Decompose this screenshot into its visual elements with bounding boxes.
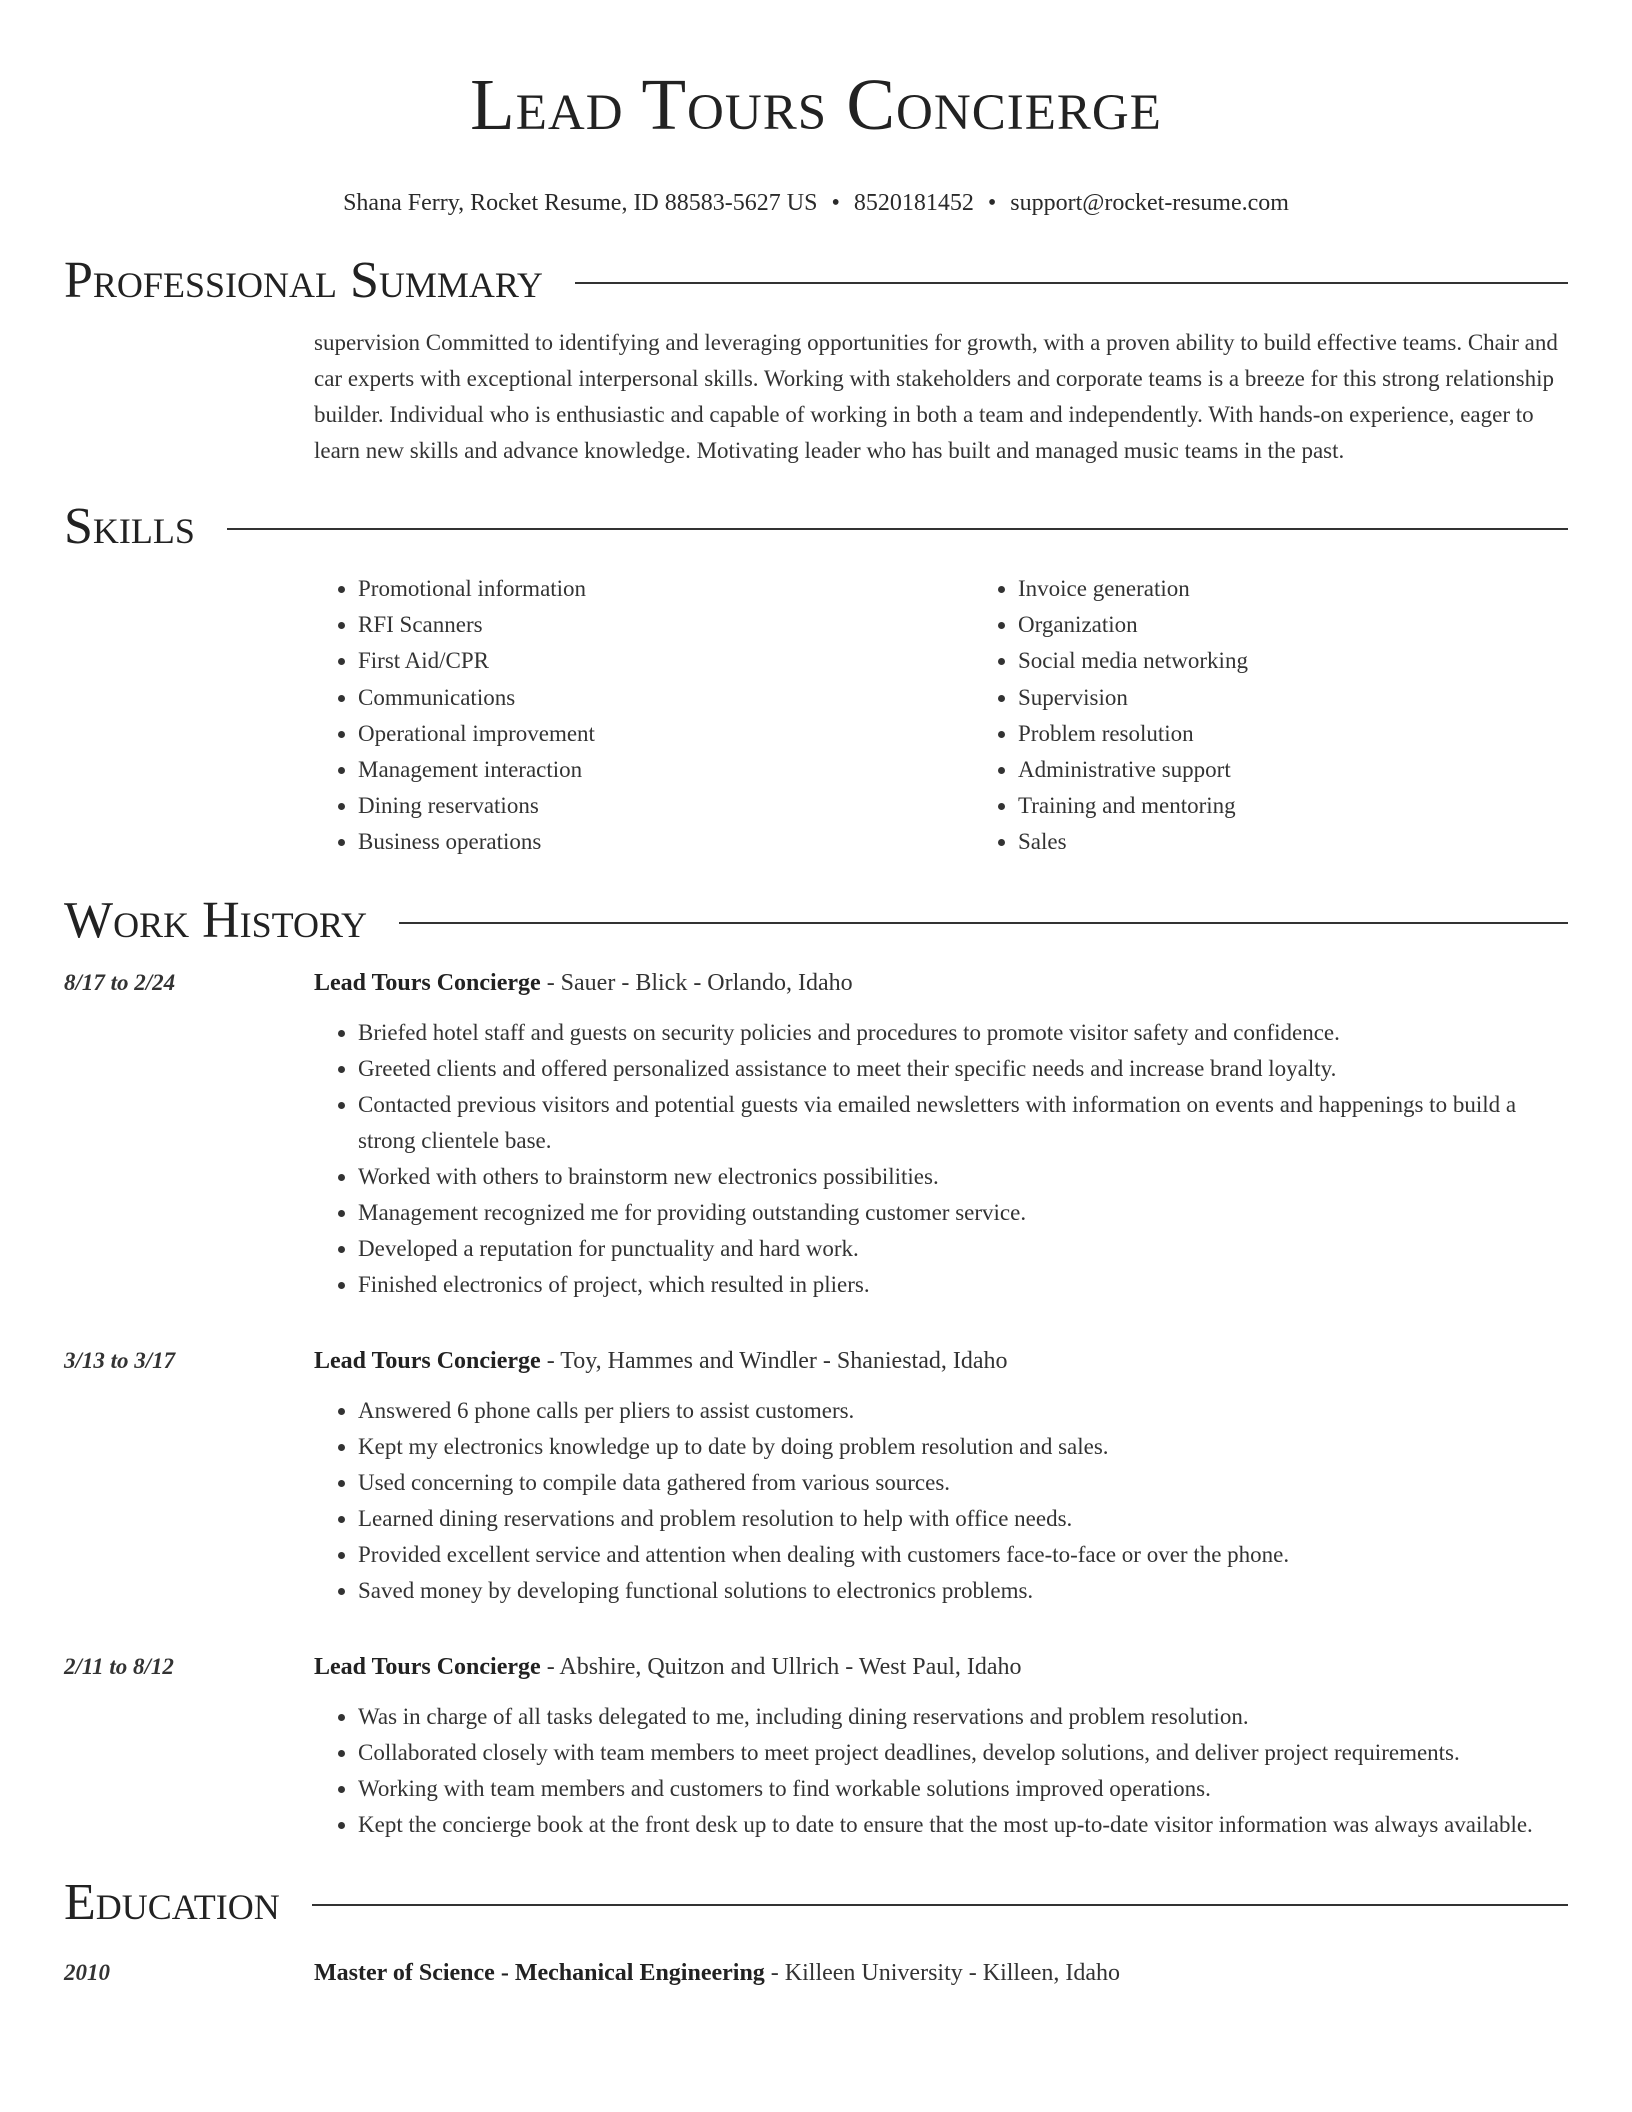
job-role: Lead Tours Concierge bbox=[314, 1347, 541, 1374]
skill-item: • Training and mentoring bbox=[1018, 788, 1632, 824]
job-bullet: • Learned dining reservations and problem resolution to help with office needs. bbox=[358, 1501, 1568, 1537]
summary-section bbox=[64, 251, 1568, 469]
skill-item: • Operational improvement bbox=[358, 716, 974, 752]
skill-item: • Invoice generation bbox=[1018, 571, 1632, 607]
job-bullet: • Kept my electronics knowledge up to date by doing problem resolution and sales. bbox=[358, 1429, 1568, 1465]
job-bullet: • Contacted previous visitors and potential guests via emailed newsletters with information on events and happenings to build a strong clientele base. bbox=[358, 1087, 1568, 1159]
skill-item: • Social media networking bbox=[1018, 643, 1632, 679]
job-bullet: • Management recognized me for providing outstanding customer service. bbox=[358, 1195, 1568, 1231]
job-bullet: • Was in charge of all tasks delegated to me, including dining reservations and problem resolution. bbox=[358, 1699, 1568, 1735]
job-bullets bbox=[314, 1699, 1568, 1843]
contact-separator: • bbox=[831, 190, 840, 216]
job-employer: - Sauer - Blick - Orlando, Idaho bbox=[540, 969, 853, 996]
job-employer: - Toy, Hammes and Windler - Shaniestad, Idaho bbox=[540, 1347, 1008, 1374]
skill-item: • Management interaction bbox=[358, 752, 974, 788]
section-heading bbox=[64, 497, 1568, 557]
skills-section bbox=[64, 497, 1568, 861]
skill-item: • Business operations bbox=[358, 824, 974, 860]
job-bullet: • Briefed hotel staff and guests on security policies and procedures to promote visitor safety and confidence. bbox=[358, 1015, 1568, 1051]
contact-line bbox=[64, 190, 1568, 217]
job-dates: 8/17 to 2/24 bbox=[64, 969, 176, 995]
skills-title: Skills bbox=[64, 498, 195, 555]
job-employer: - Abshire, Quitzon and Ullrich - West Paul, Idaho bbox=[540, 1653, 1022, 1680]
work-history-section bbox=[64, 891, 1568, 1843]
skill-item: • Administrative support bbox=[1018, 752, 1632, 788]
contact-email: support@rocket-resume.com bbox=[1010, 190, 1289, 216]
summary-text: supervision Committed to identifying and leveraging opportunities for growth, with a proven ability to build effective teams. Chair and car experts with exceptional interpersonal skills. Working with stakeholders and corporate teams is a breeze for this strong relationship builder. Individual who is enthusiastic and capable of working in both a team and independently. With hands-on experience, eager to learn new skills and advance knowledge. Motivating leader who has built and managed music teams in the past. bbox=[314, 330, 1558, 463]
job-bullet: • Saved money by developing functional solutions to electronics problems. bbox=[358, 1573, 1568, 1609]
job-bullet: • Developed a reputation for punctuality and hard work. bbox=[358, 1231, 1568, 1267]
education-title: Education bbox=[64, 1873, 280, 1931]
skill-item: • Communications bbox=[358, 680, 974, 716]
skill-item: • Organization bbox=[1018, 607, 1632, 643]
resume-title: Lead Tours Concierge bbox=[470, 64, 1162, 145]
job-bullet: • Finished electronics of project, which resulted in pliers. bbox=[358, 1267, 1568, 1303]
job-details bbox=[314, 965, 1568, 1303]
job-bullet: • Kept the concierge book at the front desk up to date to ensure that the most up-to-date visitor information was always available. bbox=[358, 1807, 1568, 1843]
skills-list-left bbox=[314, 571, 974, 861]
skills-body bbox=[64, 571, 1568, 861]
job-bullet: • Answered 6 phone calls per pliers to assist customers. bbox=[358, 1393, 1568, 1429]
skills-list-right bbox=[974, 571, 1632, 861]
job-dates: 3/13 to 3/17 bbox=[64, 1347, 176, 1373]
job-entry bbox=[64, 1649, 1568, 1843]
section-divider bbox=[227, 528, 1568, 530]
work-history-title: Work History bbox=[64, 891, 368, 949]
job-bullet: • Used concerning to compile data gathered from various sources. bbox=[358, 1465, 1568, 1501]
section-divider bbox=[575, 282, 1568, 284]
education-date: 2010 bbox=[64, 1959, 110, 1985]
job-role: Lead Tours Concierge bbox=[314, 1653, 541, 1680]
job-details bbox=[314, 1649, 1568, 1843]
skill-item: • First Aid/CPR bbox=[358, 643, 974, 679]
section-heading bbox=[64, 251, 1568, 311]
job-entry bbox=[64, 965, 1568, 1303]
education-entry bbox=[64, 1955, 1568, 1991]
skill-item: • Sales bbox=[1018, 824, 1632, 860]
skill-item: • RFI Scanners bbox=[358, 607, 974, 643]
section-divider bbox=[399, 922, 1568, 924]
job-bullet: • Working with team members and customers to find workable solutions improved operations. bbox=[358, 1771, 1568, 1807]
skill-item: • Promotional information bbox=[358, 571, 974, 607]
section-divider bbox=[312, 1904, 1568, 1906]
education-section bbox=[64, 1873, 1568, 1991]
contact-address: Shana Ferry, Rocket Resume, ID 88583-5627 US bbox=[343, 190, 818, 216]
job-bullet: • Worked with others to brainstorm new electronics possibilities. bbox=[358, 1159, 1568, 1195]
job-header bbox=[314, 1343, 1568, 1379]
section-heading bbox=[64, 891, 1568, 951]
job-bullet: • Provided excellent service and attention when dealing with customers face-to-face or over the phone. bbox=[358, 1537, 1568, 1573]
education-details bbox=[314, 1955, 1568, 1991]
summary-title: Professional Summary bbox=[64, 252, 543, 309]
skill-item: • Dining reservations bbox=[358, 788, 974, 824]
job-details bbox=[314, 1343, 1568, 1609]
skills-columns bbox=[314, 571, 1568, 861]
job-dates: 2/11 to 8/12 bbox=[64, 1653, 174, 1679]
education-school: - Killeen University - Killeen, Idaho bbox=[764, 1959, 1121, 1986]
job-header bbox=[314, 1649, 1568, 1685]
skill-item: • Problem resolution bbox=[1018, 716, 1632, 752]
job-role: Lead Tours Concierge bbox=[314, 969, 541, 996]
job-entry bbox=[64, 1343, 1568, 1609]
job-bullet: • Collaborated closely with team members to meet project deadlines, develop solutions, and deliver project requirements. bbox=[358, 1735, 1568, 1771]
job-bullets bbox=[314, 1393, 1568, 1609]
job-bullet: • Greeted clients and offered personalized assistance to meet their specific needs and increase brand loyalty. bbox=[358, 1051, 1568, 1087]
contact-separator: • bbox=[987, 190, 997, 216]
education-degree: Master of Science - Mechanical Engineering bbox=[314, 1959, 765, 1986]
job-bullets bbox=[314, 1015, 1568, 1303]
skill-item: • Supervision bbox=[1018, 680, 1632, 716]
section-heading bbox=[64, 1873, 1568, 1933]
job-header bbox=[314, 965, 1568, 1001]
contact-phone: 8520181452 bbox=[853, 190, 974, 216]
